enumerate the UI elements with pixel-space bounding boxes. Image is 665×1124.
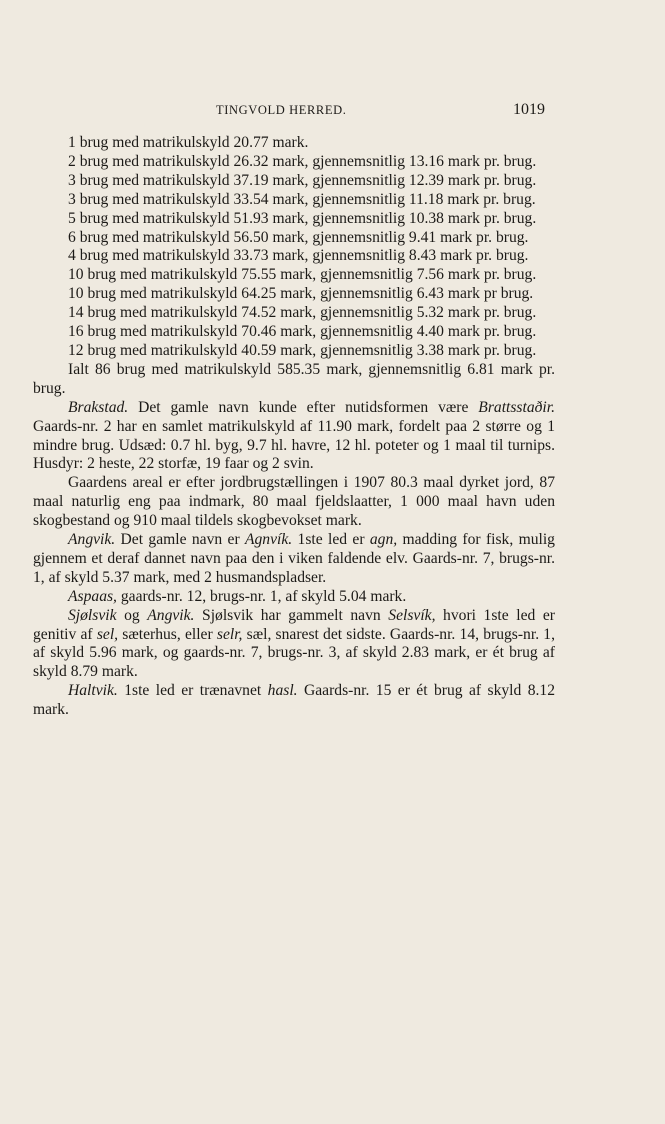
etymology-word: hasl.	[267, 682, 298, 700]
brug-entry: 1 brug med matrikulskyld 20.77 mark.	[68, 134, 309, 151]
brug-entry: 12 brug med matrikulskyld 40.59 mark, gjennemsnitlig 3.38 mark pr. brug.	[68, 341, 537, 359]
etymology-word: agn,	[369, 531, 398, 549]
brug-entry: 2 brug med matrikulskyld 26.32 mark, gjennemsnitlig 13.16 mark pr. brug.	[68, 152, 537, 170]
running-header	[0, 101, 665, 125]
farm-name: Haltvik.	[68, 682, 118, 700]
brug-entry: 5 brug med matrikulskyld 51.93 mark, gjennemsnitlig 10.38 mark pr. brug.	[68, 209, 537, 227]
paragraph-brakstad: Brakstad. Det gamle navn kunde efter nutidsformen være Brattsstaðir. Gaards-nr. 2 har en samlet matrikulskyld af 11.90 mark, fordelt paa 2 større og 1 mindre brug. Udsæd: 0.7 hl. byg, 9.7 hl. havre, 12 hl. poteter og 1 maal til turnips. Husdyr: 2 heste, 22 storfæ, 19 faar og 2 svin.	[33, 398, 555, 473]
brug-total: Ialt 86 brug med matrikulskyld 585.35 mark, gjennemsnitlig 6.81 mark pr. brug.	[33, 360, 555, 397]
paragraph-sjolsvik: Sjølsvik og Angvik. Sjølsvik har gammelt navn Selsvík, hvori 1ste led er genitiv af sel, sæterhus, eller selr, sæl, snarest det sidste. Gaards-nr. 14, brugs-nr. 1, af skyld 5.96 mark, og gaards-nr. 7, brugs-nr. 3, af skyld 2.83 mark, er ét brug af skyld 8.79 mark.	[33, 606, 555, 681]
brug-entry: 6 brug med matrikulskyld 56.50 mark, gjennemsnitlig 9.41 mark pr. brug.	[68, 228, 529, 246]
brug-list	[33, 134, 555, 399]
brug-entry: 10 brug med matrikulskyld 64.25 mark, gjennemsnitlig 6.43 mark pr brug.	[68, 285, 534, 303]
etymology-word: sel,	[96, 625, 119, 643]
brug-entry: 4 brug med matrikulskyld 33.73 mark, gjennemsnitlig 8.43 mark pr. brug.	[68, 247, 529, 265]
paragraph-areal: Gaardens areal er efter jordbrugstællingen i 1907 80.3 maal dyrket jord, 87 maal naturlig eng paa indmark, 80 maal fjeldslaatter, 1 000 maal havn uden skogbestand og 910 maal tildels skogbevokset mark.	[33, 474, 555, 530]
etymology-word: selr,	[216, 625, 243, 643]
farm-name: Angvik.	[68, 531, 116, 549]
old-name: Brattsstaðir.	[478, 398, 555, 416]
brug-entry: 10 brug med matrikulskyld 75.55 mark, gjennemsnitlig 7.56 mark pr. brug.	[68, 266, 537, 284]
farm-name: Angvik.	[147, 606, 195, 624]
header-title: TINGVOLD HERRED.	[216, 103, 347, 117]
paragraph-haltvik: Haltvik. 1ste led er trænavnet hasl. Gaards-nr. 15 er ét brug af skyld 8.12 mark.	[33, 682, 555, 719]
old-name: Agnvík.	[244, 531, 293, 549]
brug-entry: 14 brug med matrikulskyld 74.52 mark, gjennemsnitlig 5.32 mark pr. brug.	[68, 304, 537, 322]
brug-entry: 3 brug med matrikulskyld 37.19 mark, gjennemsnitlig 12.39 mark pr. brug.	[68, 171, 537, 189]
old-name: Selsvík,	[388, 606, 436, 624]
paragraph-angvik: Angvik. Det gamle navn er Agnvík. 1ste led er agn, madding for fisk, mulig gjennem et deraf dannet navn paa den i viken faldende elv. Gaards-nr. 7, brugs-nr. 1, af skyld 5.37 mark, med 2 husmandspladser.	[33, 531, 555, 586]
farm-name: Sjølsvik	[68, 606, 117, 624]
paragraph-aspaas: Aspaas, gaards-nr. 12, brugs-nr. 1, af skyld 5.04 mark.	[68, 587, 407, 605]
farm-name: Brakstad.	[68, 398, 129, 416]
brug-entry: 16 brug med matrikulskyld 70.46 mark, gjennemsnitlig 4.40 mark pr. brug.	[68, 323, 537, 341]
page-number: 1019	[513, 101, 545, 118]
farm-name: Aspaas,	[68, 587, 117, 605]
brug-entry: 3 brug med matrikulskyld 33.54 mark, gjennemsnitlig 11.18 mark pr. brug.	[68, 190, 536, 208]
page-body	[33, 134, 555, 720]
